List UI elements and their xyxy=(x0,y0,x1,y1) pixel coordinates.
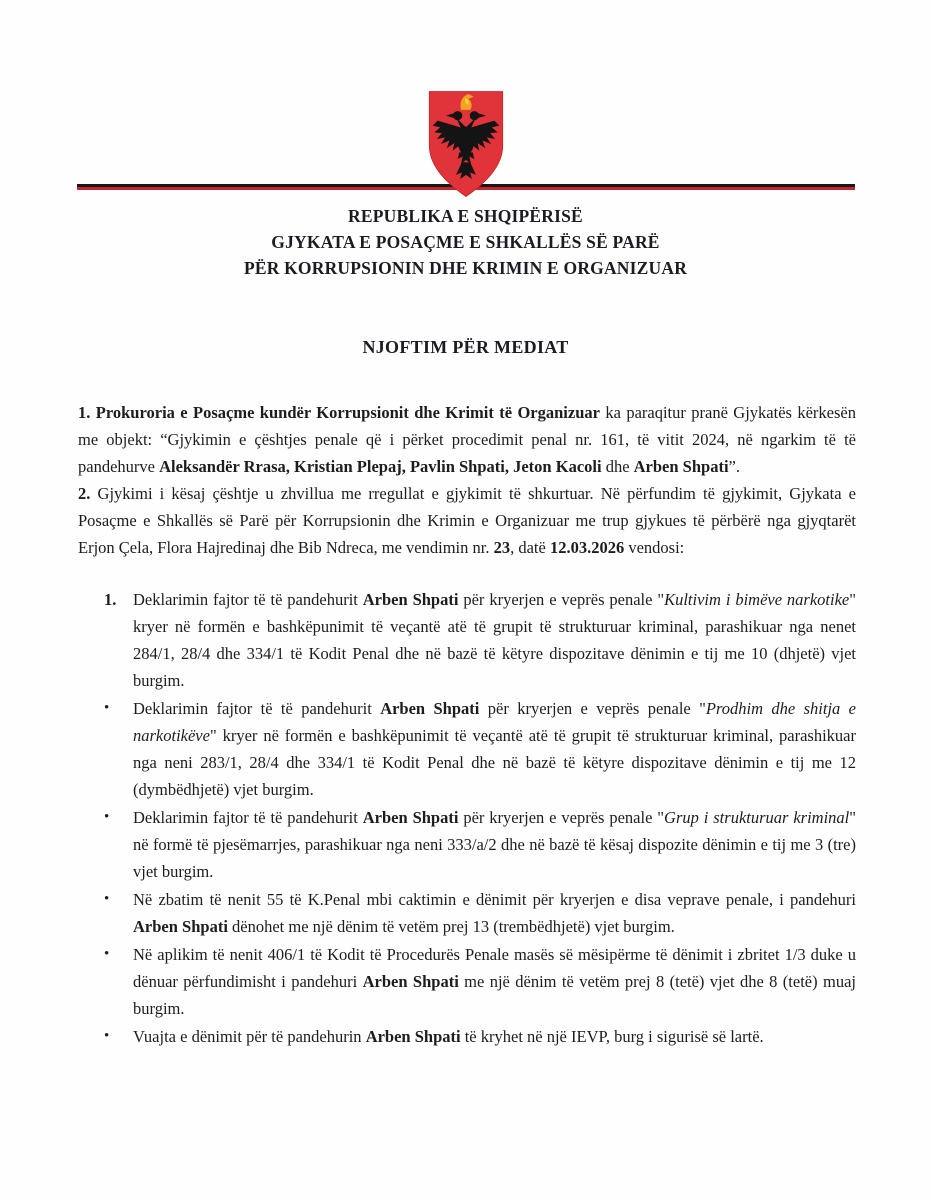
text-run: për kryerjen e veprës penale " xyxy=(479,699,706,718)
list-item-text xyxy=(133,590,856,690)
list-item-text xyxy=(133,1027,764,1046)
text-run: ka paraqitur pranë Gjykatës kërkesën me objekt: “Gjykimin e çështjes penale që i përket procedimit penal nr. 161, të vitit 2024, në ngarkim të të pandehurve xyxy=(78,403,856,476)
court-header xyxy=(0,203,931,281)
text-run: Arben Shpati xyxy=(633,457,729,476)
list-item-text xyxy=(133,945,856,1018)
body-paragraphs xyxy=(78,399,856,561)
text-run: , datë xyxy=(510,538,550,557)
list-item xyxy=(78,586,856,694)
header-line-jurisdiction: PËR KORRUPSIONIN DHE KRIMIN E ORGANIZUAR xyxy=(243,258,688,278)
bullet-icon: • xyxy=(104,700,110,716)
text-run: Në zbatim të nenit 55 të K.Penal mbi caktimin e dënimit për kryerjen e disa veprave penale, i pandehuri xyxy=(133,890,856,909)
header-line-court: GJYKATA E POSAÇME E SHKALLËS SË PARË xyxy=(271,232,660,252)
list-item-text xyxy=(133,890,856,936)
list-number: 1. xyxy=(104,590,117,609)
document-title: NJOFTIM PËR MEDIAT xyxy=(362,337,569,357)
text-run: Arben Shpati xyxy=(133,917,228,936)
list-item xyxy=(78,695,856,803)
text-run: 2. xyxy=(78,484,91,503)
text-run: dhe xyxy=(601,457,634,476)
bullet-icon: • xyxy=(104,891,110,907)
paragraph xyxy=(78,480,856,561)
text-run: " në formë të pjesëmarrjes, parashikuar nga neni 333/a/2 dhe në bazë të kësaj dispozite dënimin e tij me 3 (tre) vjet burgim. xyxy=(133,808,857,881)
header-line-republic: REPUBLIKA E SHQIPËRISË xyxy=(348,206,583,226)
list-item xyxy=(78,941,856,1022)
albania-coat-of-arms-icon xyxy=(424,89,508,199)
text-run: Në aplikim të nenit 406/1 të Kodit të Procedurës Penale masës së mësipërme të dënimit i zbritet 1/3 duke u dënuar përfundimisht i pandehuri xyxy=(133,945,856,991)
text-run: Vuajta e dënimit për të pandehurin xyxy=(133,1027,366,1046)
text-run: për kryerjen e veprës penale " xyxy=(458,590,665,609)
document-body xyxy=(78,399,856,1051)
bullet-icon: • xyxy=(104,946,110,962)
decision-list xyxy=(78,586,856,1050)
list-item xyxy=(78,886,856,940)
text-run: Arben Shpati xyxy=(380,699,480,718)
text-run: Arben Shpati xyxy=(365,1027,461,1046)
text-run: Aleksandër Rrasa, Kristian Plepaj, Pavlin Shpati, Jeton Kacoli xyxy=(159,457,602,476)
text-run: me një dënim të vetëm prej 8 (tetë) vjet dhe 8 (tetë) muaj burgim. xyxy=(133,972,856,1018)
text-run: Gjykimi i kësaj çështje u zhvillua me rregullat e gjykimit të shkurtuar. Në përfundim të gjykimit, Gjykata e Posaçme e Shkallës së Parë për Korrupsionin dhe Krimin e Organizuar me trup gjykues të përbërë nga gjyqtarët Erjon Çela, Flora Hajredinaj dhe Bib Ndreca, me vendimin nr. xyxy=(78,484,856,557)
text-run: Deklarimin fajtor të të pandehurit xyxy=(133,808,363,827)
list-item xyxy=(78,1023,856,1050)
list-item-text xyxy=(133,808,856,881)
list-item-text xyxy=(133,699,856,799)
text-run: " kryer në formën e bashkëpunimit të veçantë atë të grupit të strukturuar kriminal, parashikuar nga neni 283/1, 28/4 dhe 334/1 të Kodit Penal dhe në bazë të këtyre dispozitave dënimin e tij me 12 (dymbëdhjetë) vjet burgim. xyxy=(133,726,856,799)
text-run: " kryer në formën e bashkëpunimit të veçantë atë të grupit të strukturuar kriminal, parashikuar nga nenet 284/1, 28/4 dhe 334/1 të Kodit Penal dhe në bazë të këtyre dispozitave dënimin e tij me 10 (dhjetë) vjet burgim. xyxy=(133,590,856,690)
text-run: Prodhim dhe shitja e narkotikëve xyxy=(133,699,857,745)
text-run: Grup i strukturuar kriminal xyxy=(664,808,850,827)
text-run: Arben Shpati xyxy=(362,972,459,991)
text-run: 1. Prokuroria e Posaçme kundër Korrupsionit dhe Krimit të Organizuar xyxy=(78,403,600,422)
text-run: 12.03.2026 xyxy=(549,538,625,557)
text-run: dënohet me një dënim të vetëm prej 13 (trembëdhjetë) vjet burgim. xyxy=(227,917,675,936)
text-run: Kultivim i bimëve narkotike xyxy=(664,590,850,609)
text-run: vendosi: xyxy=(624,538,685,557)
text-run: Arben Shpati xyxy=(362,808,459,827)
bullet-icon: • xyxy=(104,809,110,825)
text-run: ”. xyxy=(728,457,740,476)
bullet-icon: • xyxy=(104,1028,110,1044)
text-run: të kryhet në një IEVP, burg i sigurisë së lartë. xyxy=(460,1027,764,1046)
text-run: Arben Shpati xyxy=(362,590,459,609)
text-run: Deklarimin fajtor të të pandehurit xyxy=(133,590,363,609)
text-run: për kryerjen e veprës penale " xyxy=(458,808,665,827)
text-run: Deklarimin fajtor të të pandehurit xyxy=(133,699,381,718)
list-item xyxy=(78,804,856,885)
paragraph xyxy=(78,399,856,480)
text-run: 23 xyxy=(493,538,511,557)
